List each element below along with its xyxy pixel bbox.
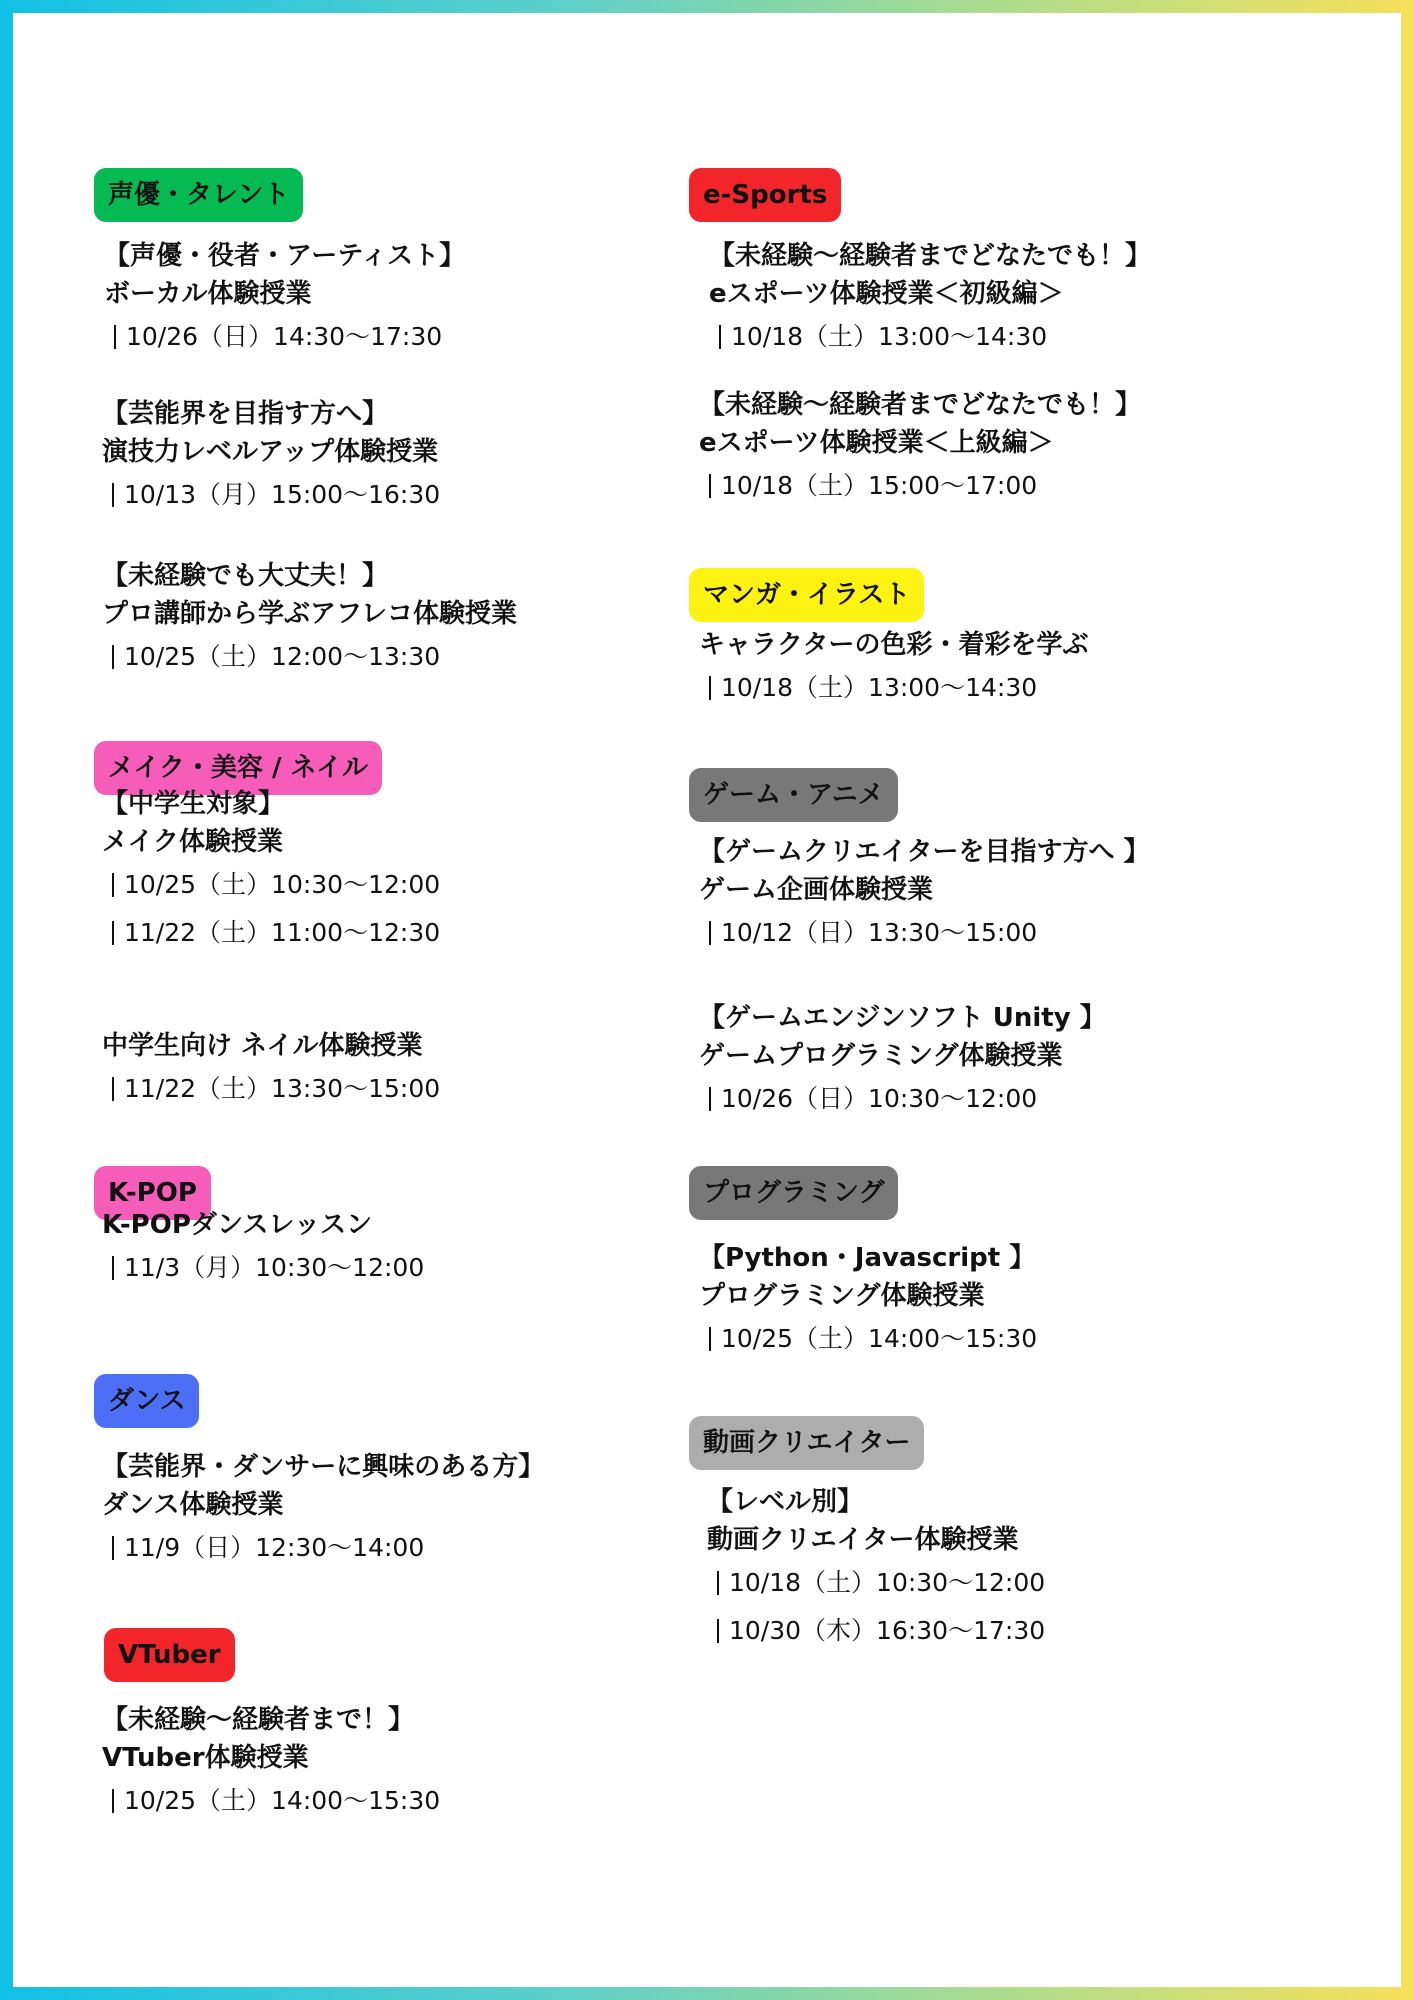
event-title-line: 【未経験〜経験者までどなたでも！】: [709, 241, 1152, 271]
category-tag: 声優・タレント: [94, 168, 303, 222]
event-title-line: K-POPダンスレッスン: [102, 1210, 373, 1240]
event-title-line: eスポーツ体験授業＜初級編＞: [709, 279, 1064, 309]
category-tag: マンガ・イラスト: [689, 568, 924, 622]
category-tag-wrapper: [104, 1628, 235, 1682]
category-tag-wrapper: [689, 1416, 924, 1470]
category-tag: ダンス: [94, 1374, 199, 1428]
event-date: 10/25（土）10:30〜12:00: [102, 861, 440, 909]
event-title-line: 【中学生対象】: [102, 789, 285, 819]
event-title-line: 【ゲームエンジンソフト Unity 】: [699, 1003, 1106, 1033]
event-date: 10/26（日）10:30〜12:00: [699, 1075, 1106, 1123]
event-date: 10/18（土）13:00〜14:30: [699, 664, 1088, 712]
category-tag: VTuber: [104, 1628, 235, 1682]
event-date: 11/22（土）13:30〜15:00: [102, 1065, 440, 1113]
event-item: [102, 1206, 424, 1292]
event-date: 10/30（木）16:30〜17:30: [707, 1607, 1045, 1655]
event-title-line: ボーカル体験授業: [104, 279, 312, 309]
page-content: [13, 13, 1401, 1987]
event-item: [102, 1701, 440, 1825]
category-tag: 動画クリエイター: [689, 1416, 924, 1470]
event-item: [699, 626, 1088, 712]
event-date: 11/3（月）10:30〜12:00: [102, 1244, 424, 1292]
event-date: 10/18（土）10:30〜12:00: [707, 1559, 1045, 1607]
event-title-line: 【未経験〜経験者までどなたでも！】: [699, 390, 1142, 420]
event-title-line: VTuber体験授業: [102, 1743, 309, 1773]
event-item: [102, 557, 517, 681]
category-tag-wrapper: [689, 168, 841, 222]
event-item: [707, 1483, 1045, 1655]
category-tag: メイク・美容 / ネイル: [94, 741, 382, 795]
category-tag-wrapper: [94, 1374, 199, 1428]
event-item: [699, 386, 1141, 510]
event-title-line: 【ゲームクリエイターを目指す方へ 】: [699, 837, 1150, 867]
category-tag-wrapper: [689, 568, 924, 622]
event-item: [102, 1027, 440, 1113]
event-title-line: 【芸能界を目指す方へ】: [102, 399, 389, 429]
event-title-line: 【レベル別】: [707, 1487, 864, 1517]
category-tag: プログラミング: [689, 1166, 898, 1220]
event-date: 10/18（土）13:00〜14:30: [709, 313, 1151, 361]
event-date: 10/13（月）15:00〜16:30: [102, 471, 440, 519]
event-title-line: ゲームプログラミング体験授業: [699, 1041, 1063, 1071]
category-tag: e-Sports: [689, 168, 841, 222]
event-title-line: プログラミング体験授業: [699, 1281, 985, 1311]
event-date: 10/25（土）12:00〜13:30: [102, 633, 517, 681]
event-item: [699, 1239, 1037, 1363]
event-title-line: キャラクターの色彩・着彩を学ぶ: [699, 630, 1089, 660]
event-date: 10/18（土）15:00〜17:00: [699, 462, 1141, 510]
event-title-line: 【未経験でも大丈夫！】: [102, 561, 389, 591]
event-title-line: 【芸能界・ダンサーに興味のある方】: [102, 1452, 545, 1482]
category-tag: K-POP: [94, 1166, 211, 1220]
event-date: 10/26（日）14:30〜17:30: [104, 313, 465, 361]
event-title-line: 動画クリエイター体験授業: [707, 1525, 1019, 1555]
event-title-line: 【未経験〜経験者まで！】: [102, 1705, 415, 1735]
event-title-line: 【Python・Javascript 】: [699, 1243, 1036, 1273]
event-title-line: 演技力レベルアップ体験授業: [102, 437, 439, 467]
event-date: 10/12（日）13:30〜15:00: [699, 909, 1150, 957]
event-item: [709, 237, 1151, 361]
event-title-line: 中学生向け ネイル体験授業: [102, 1031, 423, 1061]
event-item: [102, 1448, 544, 1572]
event-item: [699, 999, 1106, 1123]
event-item: [102, 785, 440, 957]
event-title-line: 【声優・役者・アーティスト】: [104, 241, 466, 271]
event-date: 10/25（土）14:00〜15:30: [102, 1777, 440, 1825]
category-tag-wrapper: [94, 168, 303, 222]
category-tag-wrapper: [689, 768, 898, 822]
event-item: [699, 833, 1150, 957]
event-date: 11/9（日）12:30〜14:00: [102, 1524, 544, 1572]
event-title-line: eスポーツ体験授業＜上級編＞: [699, 428, 1054, 458]
event-item: [104, 237, 465, 361]
event-title-line: プロ講師から学ぶアフレコ体験授業: [102, 599, 517, 629]
event-title-line: メイク体験授業: [102, 827, 283, 857]
category-tag-wrapper: [689, 1166, 898, 1220]
event-title-line: ゲーム企画体験授業: [699, 875, 934, 905]
event-item: [102, 395, 440, 519]
event-title-line: ダンス体験授業: [102, 1490, 284, 1520]
event-date: 11/22（土）11:00〜12:30: [102, 909, 440, 957]
event-date: 10/25（土）14:00〜15:30: [699, 1315, 1037, 1363]
category-tag: ゲーム・アニメ: [689, 768, 898, 822]
